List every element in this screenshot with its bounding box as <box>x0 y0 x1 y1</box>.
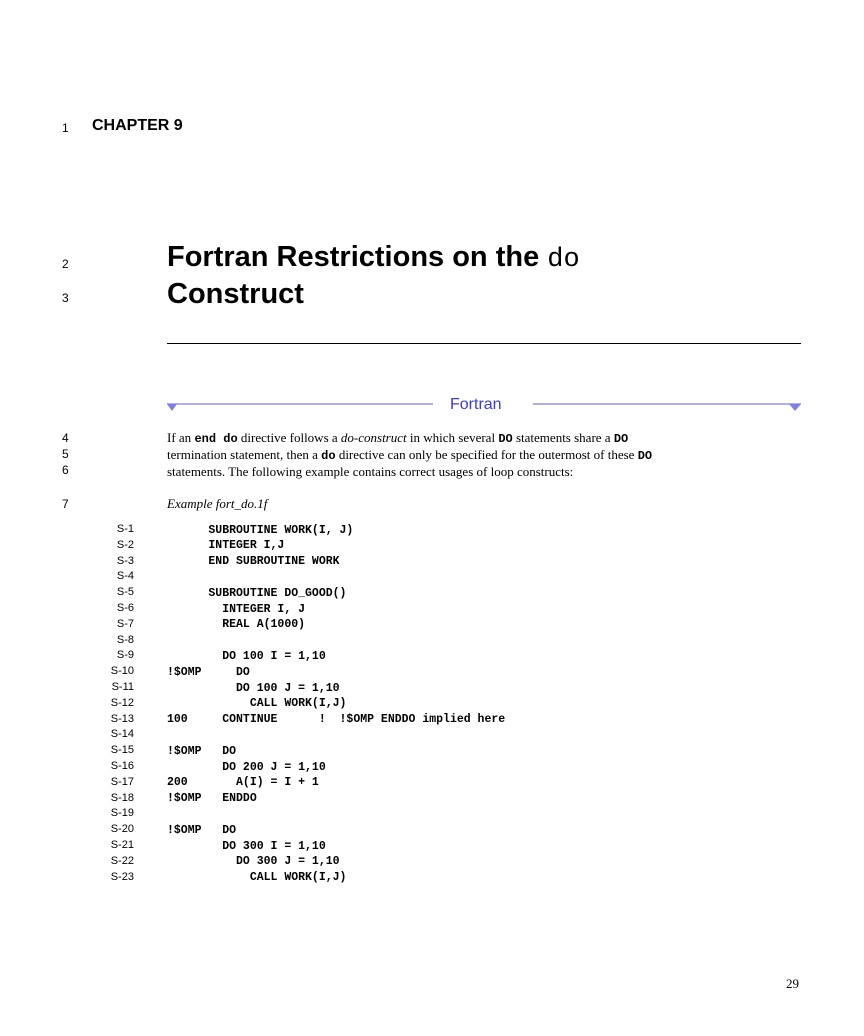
code-line: DO 300 J = 1,10 <box>167 855 340 869</box>
code-line: DO 300 I = 1,10 <box>167 839 326 853</box>
code-line-number: S-5 <box>116 586 134 599</box>
paragraph-line <box>167 447 652 464</box>
code-line: END SUBROUTINE WORK <box>167 555 340 569</box>
code-line-number: S-3 <box>116 554 134 567</box>
code-line-number: S-15 <box>110 744 134 757</box>
paragraph-line <box>167 430 652 447</box>
code-line: !$OMP DO <box>167 665 250 679</box>
title-code: do <box>547 245 580 275</box>
code-line: DO 100 I = 1,10 <box>167 649 326 663</box>
title-text-line2: Construct <box>167 278 304 310</box>
code-line-number: S-4 <box>116 570 134 583</box>
code-line: CALL WORK(I,J) <box>167 871 347 885</box>
code-line-number: S-9 <box>116 649 134 662</box>
line-number: 4 <box>62 431 69 445</box>
code-line: !$OMP DO <box>167 744 237 758</box>
line-number: 7 <box>62 497 69 511</box>
line-number: 1 <box>62 121 69 135</box>
text-span: statements share a <box>512 430 614 445</box>
code-line-number: S-7 <box>116 617 134 630</box>
code-line-number: S-12 <box>110 696 134 709</box>
code-line-number: S-16 <box>110 760 134 772</box>
line-number: 2 <box>62 257 69 271</box>
code-line-number: S-2 <box>116 538 134 551</box>
code-span: DO <box>498 432 513 446</box>
banner-arrow-left-icon <box>167 404 177 411</box>
fortran-banner-label: Fortran <box>450 396 502 413</box>
banner-arrow-right-icon <box>789 404 801 411</box>
code-line-number: S-21 <box>110 839 134 851</box>
line-number: 6 <box>62 463 69 477</box>
example-caption: Example fort_do.1f <box>167 496 268 511</box>
code-line: REAL A(1000) <box>167 618 306 632</box>
italic-span: do-construct <box>340 430 407 445</box>
page-title <box>167 240 580 311</box>
text-span: If an <box>167 430 195 445</box>
chapter-label: CHAPTER 9 <box>92 117 183 134</box>
body-paragraph <box>167 430 652 480</box>
code-line-number: S-17 <box>110 775 134 788</box>
code-span: DO <box>637 449 653 463</box>
paragraph-line <box>167 464 652 480</box>
code-line: 200 A(I) = I + 1 <box>167 776 319 790</box>
line-number: 5 <box>62 447 69 461</box>
code-span: end do <box>194 432 238 446</box>
code-line: !$OMP ENDDO <box>167 792 257 806</box>
line-number: 3 <box>62 291 69 305</box>
text-span: in which several <box>406 430 499 445</box>
code-line-number: S-14 <box>110 728 134 741</box>
text-span: statements. The following example contains correct usages of loop constructs: <box>167 464 574 479</box>
page-number: 29 <box>786 976 799 991</box>
code-line: CALL WORK(I,J) <box>167 697 347 711</box>
code-line: 100 CONTINUE ! !$OMP ENDDO implied here <box>167 713 506 727</box>
code-line: INTEGER I, J <box>167 602 306 616</box>
code-line: !$OMP DO <box>167 823 237 837</box>
code-line-number: S-22 <box>110 854 134 867</box>
code-line-number: S-1 <box>116 523 134 535</box>
code-line-number: S-6 <box>116 602 134 614</box>
code-line-number: S-8 <box>116 633 134 646</box>
code-line-number: S-19 <box>110 807 134 820</box>
code-line: SUBROUTINE DO_GOOD() <box>167 586 347 600</box>
text-span: directive can only be specified for the outermost of these <box>335 447 638 462</box>
code-line: INTEGER I,J <box>167 539 285 553</box>
code-line: SUBROUTINE WORK(I, J) <box>167 523 354 537</box>
code-line: DO 100 J = 1,10 <box>167 681 340 695</box>
title-rule <box>167 343 801 344</box>
code-span: do <box>321 449 336 463</box>
code-line-number: S-23 <box>110 870 134 883</box>
text-span: directive follows a <box>237 430 341 445</box>
code-span: DO <box>613 432 629 446</box>
code-line-number: S-10 <box>110 665 134 678</box>
code-line: DO 200 J = 1,10 <box>167 760 326 774</box>
code-line-number: S-11 <box>111 681 134 693</box>
title-text: Fortran Restrictions on the <box>167 241 548 273</box>
code-line-number: S-13 <box>110 712 134 725</box>
text-span: termination statement, then a <box>167 447 322 462</box>
code-line-number: S-20 <box>110 823 134 836</box>
code-line-number: S-18 <box>110 791 134 804</box>
